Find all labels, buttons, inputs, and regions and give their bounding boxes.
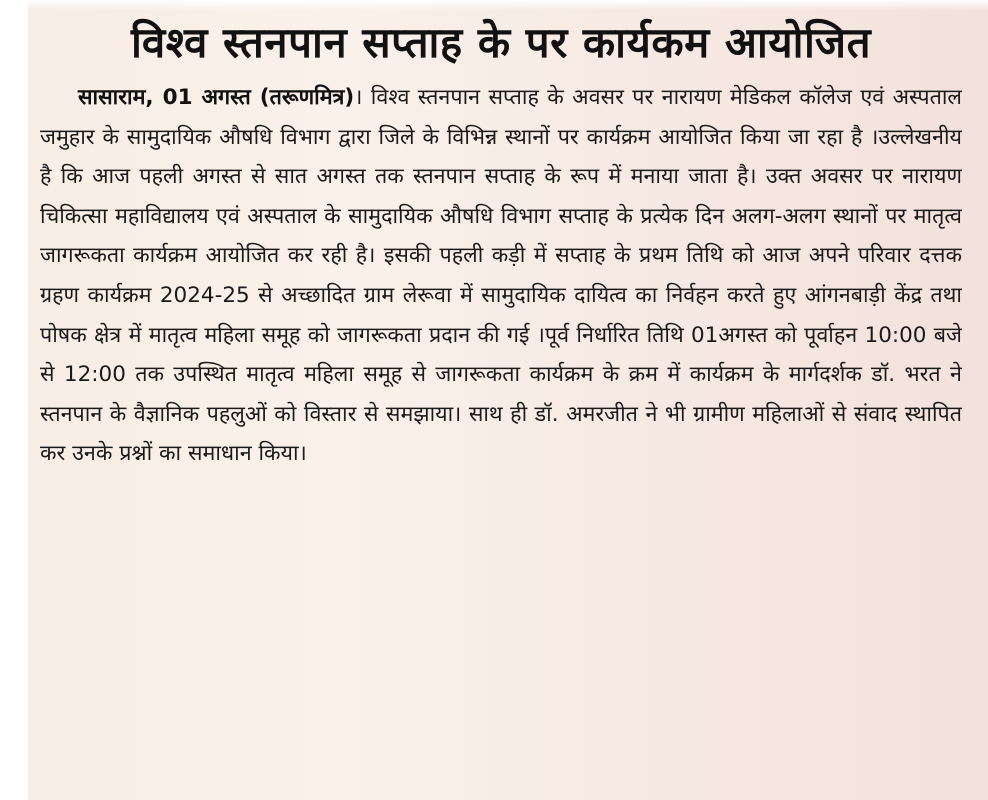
article-headline: विश्व स्तनपान सप्ताह के पर कार्यकम आयोजित [130, 18, 872, 67]
news-article [40, 14, 962, 790]
article-dateline: सासाराम, 01 अगस्त (तरूणमित्र) [78, 85, 355, 110]
page-top-edge [0, 0, 988, 10]
page-margin [0, 0, 28, 800]
article-body [40, 78, 962, 474]
article-body-text: । विश्व स्तनपान सप्ताह के अवसर पर नारायण मेडिकल कॉलेज एवं अस्पताल जमुहार के सामुदायिक औषधि विभाग द्वारा जिले के विभिन्न स्थानों पर कार्यक्रम आयोजित किया जा रहा है ।उल्लेखनीय है कि आज पहली अगस्त से सात अगस्त तक स्तनपान सप्ताह के रूप में मनाया जाता है। उक्त अवसर पर नारायण चिकित्सा महाविद्यालय एवं अस्पताल के सामुदायिक औषधि विभाग सप्ताह के प्रत्येक दिन अलग-अलग स्थानों पर मातृत्व जागरूकता कार्यक्रम आयोजित कर रही है। इसकी पहली कड़ी में सप्ताह के प्रथम तिथि को आज अपने परिवार दत्तक ग्रहण कार्यक्रम 2024-25 से अच्छादित ग्राम लेरूवा में सामुदायिक दायित्व का निर्वहन करते हुए आंगनबाड़ी केंद्र तथा पोषक क्षेत्र में मातृत्व महिला समूह को जागरूकता प्रदान की गई ।पूर्व निर्धारित तिथि 01अगस्त को पूर्वाहन 10:00 बजे से 12:00 तक उपस्थित मातृत्व महिला समूह से जागरूकता कार्यक्रम के क्रम में कार्यक्रम के मार्गदर्शक डॉ. भरत ने स्तनपान के वैज्ञानिक पहलुओं को विस्तार से समझाया। साथ ही डॉ. अमरजीत ने भी ग्रामीण महिलाओं से संवाद स्थापित कर उनके प्रश्नों का समाधान किया। [40, 85, 962, 467]
